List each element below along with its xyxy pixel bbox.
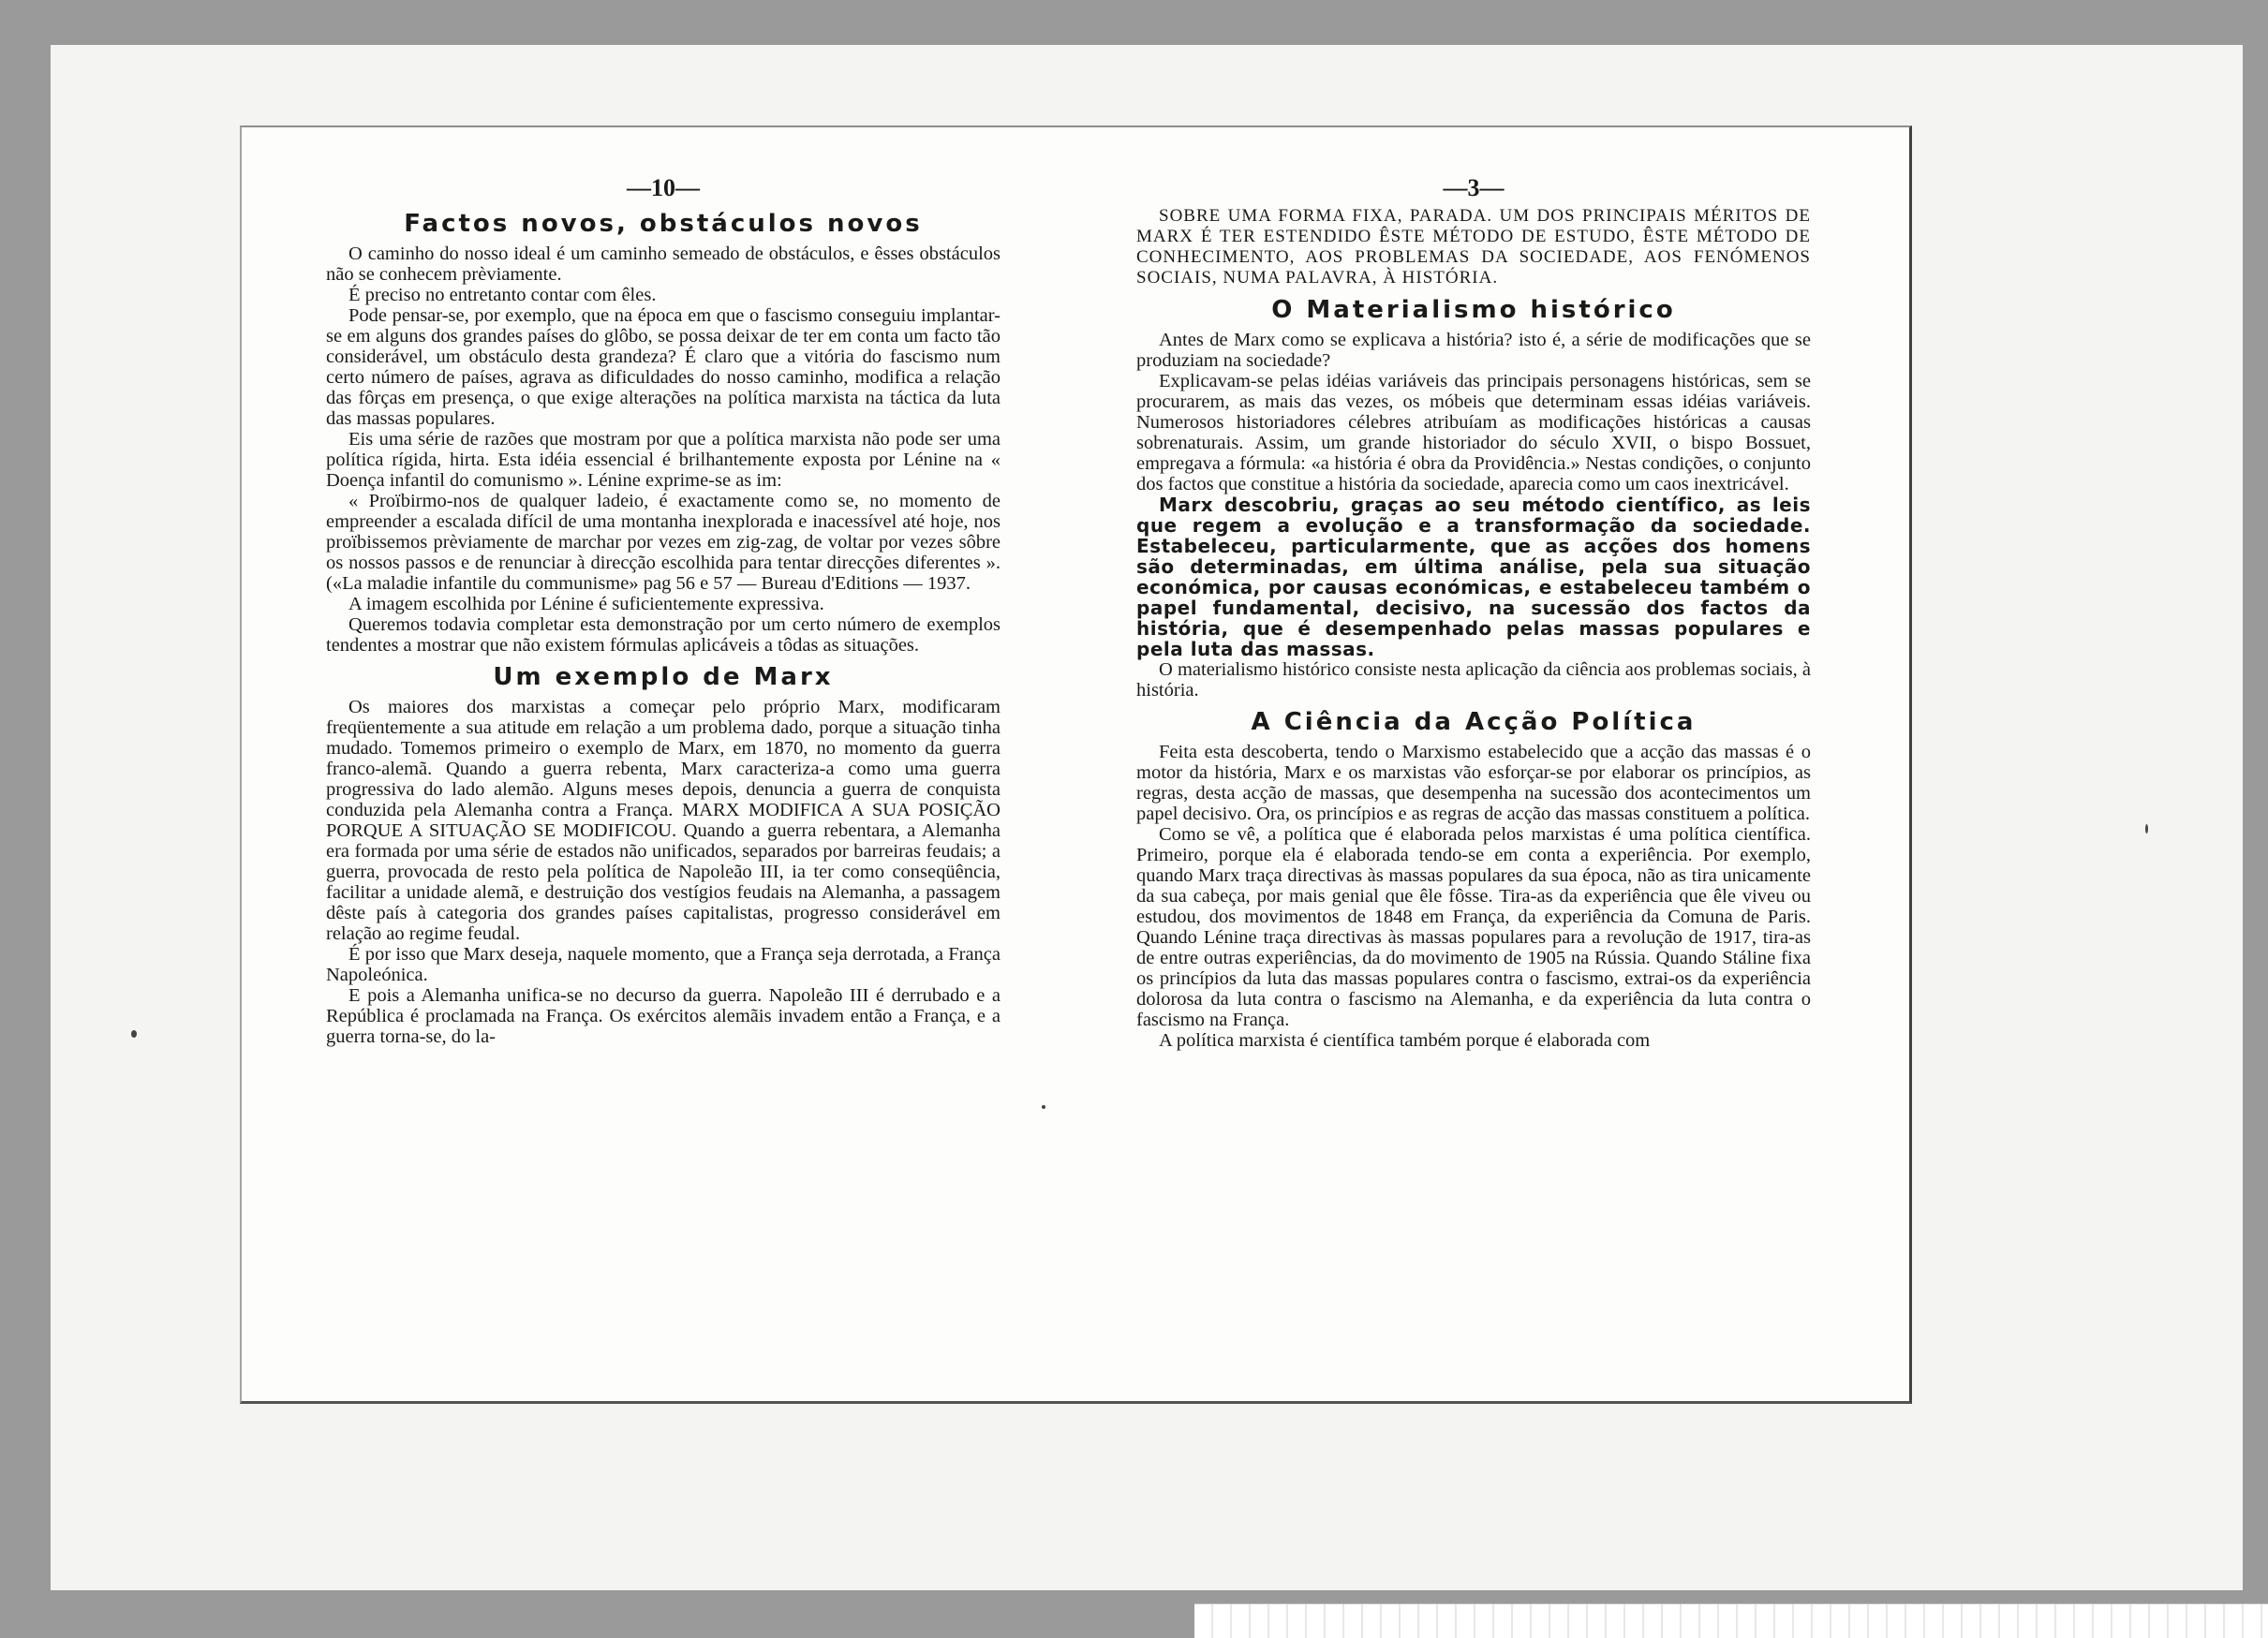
paragraph: É por isso que Marx deseja, naquele momento, que a França seja derrotada, a França Napoleónica. — [326, 944, 1001, 985]
right-page — [1136, 174, 1811, 1345]
paragraph: Queremos todavia completar esta demonstração por um certo número de exemplos tendentes a mostrar que não existem fórmulas aplicáveis a tôdas as situações. — [326, 614, 1001, 656]
paragraph: Antes de Marx como se explicava a história? isto é, a série de modificações que se produziam na sociedade? — [1136, 330, 1811, 371]
dust-speck — [131, 1030, 137, 1038]
paragraph: Explicavam-se pelas idéias variáveis das principais personagens históricas, sem se procurarem, as mais das vezes, os móbeis que determinam essas idéias variáveis. Numerosos historiadores célebres atribuíam as modificações históricas a causas sobrenaturais. Assim, um grande historiador do século XVII, o bispo Bossuet, empregava a fórmula: «a história é obra da Providência.» Nestas condições, o conjunto dos factos que constitue a história da sociedade, aparecia como um caos inextricável. — [1136, 371, 1811, 494]
paragraph: A política marxista é científica também porque é elaborada com — [1159, 1030, 1651, 1051]
paragraph: Pode pensar-se, por exemplo, que na época em que o fascismo conseguiu implantar-se em alguns dos grandes países do glôbo, se possa deixar de ter em conta um facto tão considerável, um obstáculo desta grandeza? É claro que a vitória do fascismo num certo número de países, agrava as dificuldades do nosso caminho, modifica a relação das fôrças em presença, o que exige alterações na política marxista na táctica da luta das massas populares. — [326, 305, 1001, 429]
quote-paragraph: « Proïbirmo-nos de qualquer ladeio, é exactamente como se, no momento de empreender a escalada difícil de uma montanha inexplorada e inacessível até hoje, nos proïbissemos prèviamente de marchar por vezes em zig-zag, de voltar por vezes sôbre os nossos passos e de renunciar à direcção escolhida para tentar direcções diferentes ». («La maladie infantile du communisme» pag 56 e 57 — Bureau d'Editions — 1937. — [326, 491, 1001, 594]
paragraph: O materialismo histórico consiste nesta aplicação da ciência aos problemas sociais, à história. — [1136, 659, 1811, 701]
page-number: —3— — [1443, 174, 1505, 201]
paragraph: Como se vê, a política que é elaborada pelos marxistas é uma política científica. Primeiro, porque ela é elaborada tendo-se em conta a experiência. Por exemplo, quando Marx traça directivas às massas populares da sua época, não as tira unicamente da sua cabeça, por mais genial que êle fôsse. Tira-as da experiência que êle viveu ou estudou, dos movimentos de 1848 em França, da experiência da Comuna de Paris. Quando Lénine traça directivas às massas populares para a revolução de 1917, tira-as de entre outras experiências, da do movimento de 1905 na Rússia. Quando Stáline fixa os princípios da luta das massas populares contra o fascismo, extrai-os da experiência dolorosa da luta contra o fascismo na Alemanha, e da experiência da luta contra o fascismo na França. — [1136, 824, 1811, 1030]
paragraph: E pois a Alemanha unifica-se no decurso da guerra. Napoleão III é derrubado e a República é proclamada na França. Os exércitos alemãis invadem então a França, e a guerra torna-se, do la- — [326, 985, 1001, 1047]
dust-speck — [1042, 1105, 1045, 1109]
dust-speck — [2145, 824, 2148, 834]
section-heading: O Materialismo histórico — [1271, 296, 1676, 324]
booklet-spread — [240, 125, 1912, 1404]
paragraph: É preciso no entretanto contar com êles. — [348, 285, 657, 305]
left-page — [326, 174, 1001, 1345]
section-heading: Um exemplo de Marx — [493, 663, 834, 691]
paragraph: Os maiores dos marxistas a começar pelo próprio Marx, modificaram freqüentemente a sua atitude em relação a um problema dado, porque a situação tinha mudado. Tomemos primeiro o exemplo de Marx, em 1870, no momento da guerra franco-alemã. Quando a guerra rebenta, Marx caracteriza-a como uma guerra progressiva do lado alemão. Alguns meses depois, denuncia a guerra de conquista conduzida pela Alemanha contra a França. MARX MODIFICA A SUA POSIÇÃO PORQUE A SITUAÇÃO SE MODIFICOU. Quando a guerra rebentara, a Alemanha era formada por uma série de estados não unificados, separados por barreiras feudais; a guerra, provocada de resto pela política de Napoleão III, ia ter como conseqüência, facilitar a unidade alemã, e destruição dos vestígios feudais na Alemanha, a passagem dêste país à categoria dos grandes países capitalistas, progresso considerável em relação ao regime feudal. — [326, 697, 1001, 944]
paragraph: Eis uma série de razões que mostram por que a política marxista não pode ser uma política rígida, hirta. Esta idéia essencial é brilhantemente exposta por Lénine na « Doença infantil do comunismo ». Lénine exprime-se as im: — [326, 429, 1001, 491]
paragraph: A imagem escolhida por Lénine é suficientemente expressiva. — [348, 594, 824, 614]
intro-caps-paragraph: SOBRE UMA FORMA FIXA, PARADA. UM DOS PRINCIPAIS MÉRITOS DE MARX É TER ESTENDIDO ÊSTE MÉTODO DE ESTUDO, ÊSTE MÉTODO DE CONHECIMENTO, AOS PROBLEMAS DA SOCIEDADE, AOS FENÓMENOS SOCIAIS, NUMA PALAVRA, À HISTÓRIA. — [1136, 206, 1811, 288]
bold-paragraph: Marx descobriu, graças ao seu método científico, as leis que regem a evolução e a transformação da sociedade. Estabeleceu, particularmente, que as acções dos homens são determinadas, em última análise, pela sua situação económica, por causas económicas, e estabeleceu também o papel fundamental, decisivo, na sucessão dos factos da história, que é desempenhado pelas massas populares e pela luta das massas. — [1136, 494, 1811, 660]
film-edge-strip — [1194, 1603, 2268, 1638]
paragraph: O caminho do nosso ideal é um caminho semeado de obstáculos, e êsses obstáculos não se conhecem prèviamente. — [326, 243, 1001, 285]
section-heading: A Ciência da Acção Política — [1251, 708, 1697, 736]
section-heading: Factos novos, obstáculos novos — [404, 210, 923, 238]
page-number: —10— — [627, 174, 700, 201]
paragraph: Feita esta descoberta, tendo o Marxismo estabelecido que a acção das massas é o motor da história, Marx e os marxistas vão esforçar-se por elaborar os princípios, as regras, desta acção de massas, que desempenha na sucessão dos acontecimentos um papel decisivo. Ora, os princípios e as regras de acção das massas constituem a política. — [1136, 742, 1811, 824]
